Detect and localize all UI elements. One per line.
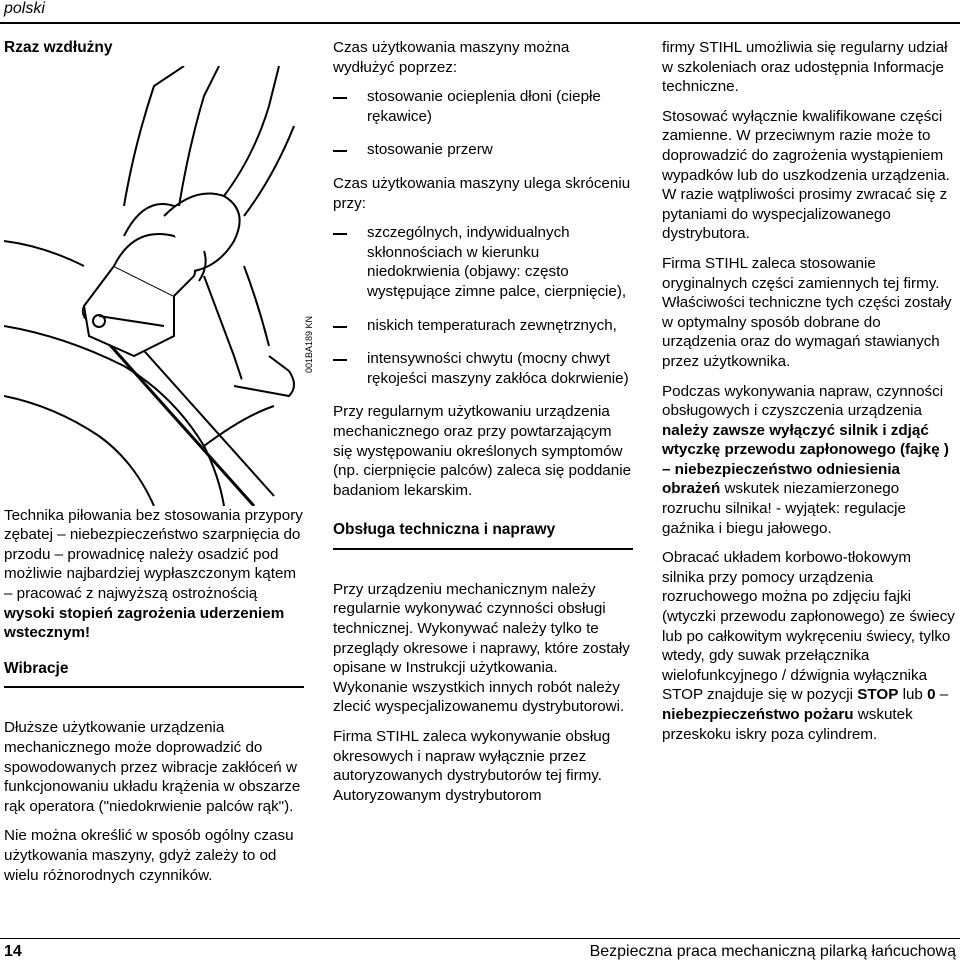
extend-intro: Czas użytkowania maszyny można wydłużyć poprzez: [333, 39, 570, 76]
heading-service: Obsługa techniczna i naprawy [333, 520, 633, 550]
chainsaw-illustration [4, 66, 314, 506]
list-item: stosowanie przerw [333, 140, 633, 160]
service-paragraph-2: Firma STIHL zaleca wykonywanie obsług okresowych i napraw wyłącznie przez autoryzowanych dystrybutorów tej firmy. Autoryzowanym dystrybutorom [333, 728, 611, 804]
shorten-intro: Czas użytkowania maszyny ulega skróceniu przy: [333, 174, 631, 212]
column-3 [662, 38, 957, 754]
figure-code: 001BA189 KN [304, 315, 314, 373]
vibration-paragraph-2: Nie można określić w sposób ogólny czasu użytkowania maszyny, gdyż zależy to od wielu różnorodnych czynników. [4, 827, 294, 884]
list-item: niskich temperaturach zewnętrznych, [333, 316, 633, 336]
technique-paragraph: Technika piłowania bez stosowania przypory zębatej – niebezpieczeństwo szarpnięcia do przodu – prowadnicę należy osadzić pod możliwie najbardziej wypłaszczonym kątem – pracować z najwyższą ostrożnością wysoki stopień zagrożenia uderzeniem wstecznym! [4, 506, 303, 642]
extend-list [333, 87, 633, 160]
service-paragraph-1: Przy urządzeniu mechanicznym należy regularnie wykonywać czynności obsługi technicznej. Wykonywać należy tylko te przeglądy okresowe i naprawy, które zostały opisane w Instrukcji użytkowania. Wykonanie wszystkich innych robót należy zlecić wyspecjalizowanemu dystrybutorowi. [333, 580, 630, 716]
list-item: intensywności chwytu (mocny chwyt rękojeści maszyny zakłóca dokrwienie) [333, 349, 633, 388]
chainsaw-cut-drawing [4, 66, 304, 506]
shorten-list [333, 223, 633, 388]
vibration-paragraph-1: Dłuższe użytkowanie urządzenia mechanicznego może doprowadzić do spowodowanych przez wibracje zakłóceń w funkcjonowaniu układu krążenia w obszarze rąk operatora ("niedokrwienie palców rąk"). [4, 719, 301, 815]
medical-paragraph: Przy regularnym użytkowaniu urządzenia mechanicznego oraz przy powtarzającym się występowaniu określonych symptomów (np. cierpnięcie palców) zaleca się poddanie badaniom lekarskim. [333, 403, 632, 499]
list-item: szczególnych, indywidualnych skłonnościach w kierunku niedokrwienia (objawy: często występujące zimne palce, cierpnięcie), [333, 223, 633, 301]
footer-rule [0, 938, 960, 939]
col3-paragraph-4: Podczas wykonywania napraw, czynności obsługowych i czyszczenia urządzenia należy zawsze wyłączyć silnik i zdjąć wtyczkę przewodu zapłonowego (fajkę ) – niebezpieczeństwo odniesienia obrażeń wskutek niezamierzonego rozruchu silnika! - wyjątek: regulacje gaźnika i biegu jałowego. [662, 382, 949, 537]
page-number: 14 [4, 943, 22, 960]
col3-paragraph-5: Obracać układem korbowo-tłokowym silnika przy pomocy urządzenia rozruchowego można po zdjęciu fajki (wtyczki przewodu zapłonowego) ze świecy lub po całkowitym wykręceniu świecy, tylko wtedy, gdy suwak przełącznika wielofunkcyjnego / dźwignia wyłącznika STOP znajduje się w pozycji STOP lub 0 – niebezpieczeństwo pożaru wskutek przeskoku iskry poza cylindrem. [662, 549, 955, 743]
col3-paragraph-2: Stosować wyłącznie kwalifikowane części zamienne. W przeciwnym razie może to doprowadzić do zagrożenia wystąpieniem wypadków lub do uszkodzenia urządzenia. W razie wątpliwości prosimy zwracać się z pytaniami do wyspecjalizowanego dystrybutora. [662, 107, 950, 243]
col3-paragraph-3: Firma STIHL zaleca stosowanie oryginalnych części zamiennych tej firmy. Właściwości techniczne tych części zostały w optymalny sposób dobrane do urządzenia oraz do wymagań stawianych przez użytkownika. [662, 254, 952, 370]
footer-title: Bezpieczna praca mechaniczną pilarką łańcuchową [589, 943, 956, 960]
column-1 [4, 38, 314, 895]
column-2 [333, 38, 633, 815]
heading-longitudinal-cut: Rzaz wzdłużny [4, 39, 113, 56]
header-rule [0, 22, 960, 24]
list-item: stosowanie ocieplenia dłoni (ciepłe rękawice) [333, 87, 633, 126]
col3-paragraph-1: firmy STIHL umożliwia się regularny udział w szkoleniach oraz udostępnia Informacje techniczne. [662, 39, 948, 96]
language-label: polski [4, 0, 45, 17]
heading-vibration: Wibracje [4, 659, 304, 689]
